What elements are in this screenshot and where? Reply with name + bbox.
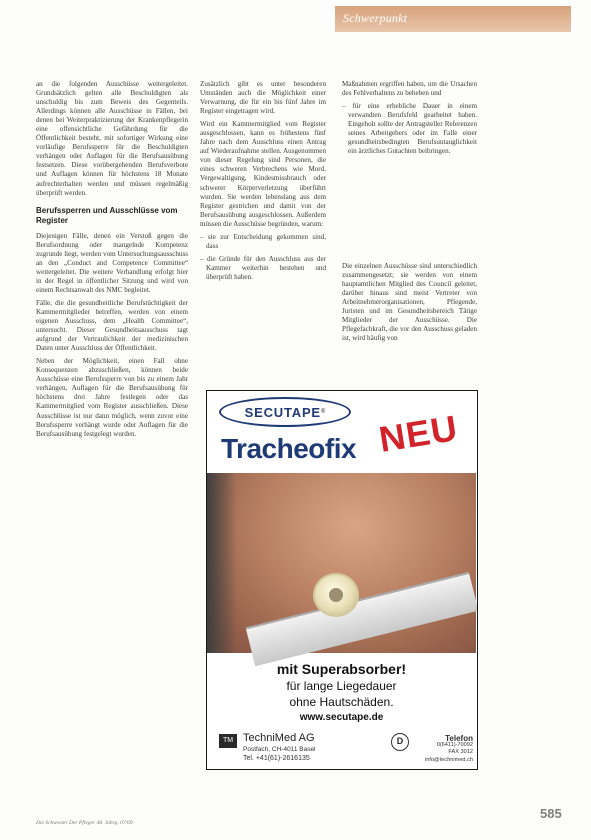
product-photo <box>207 473 476 653</box>
photo-shadow <box>207 473 237 653</box>
bullet-item: – die Gründe für den Ausschluss aus der Kammer weiterhin bestehen und überprüft haben. <box>200 254 326 281</box>
tracheostomy-collar <box>246 572 478 666</box>
new-badge: NEU <box>376 407 461 460</box>
footer-journal: Die Schwester Der Pfleger 48. Jahrg. 07/09 <box>36 820 133 826</box>
tube-opening <box>329 588 343 602</box>
ad-website-link[interactable]: www.secutape.de <box>299 712 384 723</box>
section-header-bar <box>335 6 571 32</box>
paragraph: Neben der Möglichkeit, einen Fall ohne Konsequenzen abzuschließen, können beide Ausschüsse eine Berufssperre von bis zu einem Jahr verhängen, Auflagen für die Berufsausübung für höchstens drei Jahre festlegen oder das Kammermitglied vom Register ausschließen. Diese Ausschlüsse ist nur dann möglich, wenn zuvor eine Berufssperre verhängt wurde oder Auflagen für die Berufsausübung festgelegt wurden. <box>36 357 188 438</box>
bullet-item: – sie zur Entscheidung gekommen sind, dass <box>200 232 326 250</box>
contact-phone: 0(6411)-70092 <box>436 742 473 749</box>
paragraph: Maßnahmen ergriffen haben, um die Ursachen des Fehlverhaltens zu beheben und <box>342 80 477 98</box>
subheading: Berufssperren und Ausschlüsse vom Register <box>36 205 178 225</box>
text-column-3-lower <box>342 262 477 347</box>
text-column-3 <box>342 80 477 160</box>
company-logo-icon: TM <box>219 734 237 748</box>
brand-logo <box>219 397 351 427</box>
registered-icon: ® <box>320 409 326 415</box>
text-column-2 <box>200 80 326 286</box>
paragraph: Die einzelnen Ausschüsse sind unterschiedlich zusammengesetzt; sie werden von einem hauptamtlichen Mitglied des Council geleitet, darüber hinaus sind meist Vertreter von Arbeitnehmerorganisationen, Pflegende, Juristen und im Gesundheitsbereich Tätige Mitglieder der Ausschüsse. Die Pflegefachkraft, die vor den Ausschuss geladen ist, wird häufig von <box>342 262 477 343</box>
section-label: Schwerpunkt <box>343 11 408 25</box>
advertisement[interactable] <box>206 390 478 770</box>
paragraph: Diejenigen Fälle, denen ein Verstoß gegen die Berufsordnung oder mangelnde Kompetenz zugrunde liegt, werden vom Untersuchungsausschuss an den „Conduct and Competence Committee“ weitergeleitet. Die weitere Verhandlung erfolgt hier in der Regel in öffentlicher Sitzung und wird von einem Rechtsanwalt des NMC begleitet. <box>36 231 188 294</box>
ad-slogan-line-1: mit Superabsorber! <box>276 661 407 677</box>
company-name: TechniMed AG <box>243 732 315 744</box>
contact-title: Telefon <box>445 734 473 743</box>
page-number: 585 <box>540 806 562 821</box>
distributor-logo-icon: D <box>391 733 409 751</box>
ad-slogan-line-3: ohne Hautschäden. <box>289 695 394 709</box>
bullet-item: – für eine erhebliche Dauer in einem verwandten Berufsfeld gearbeitet haben. Eingeholt sollte der Antragsteller Referenzen seines Arbeitgebers oder im Falle einer gesundheitsbedingten Berufsuntauglichkeit ein ärztliches Gutachten beibringen. <box>342 102 477 156</box>
company-address: Postfach, CH-4011 Basel <box>243 746 316 753</box>
tracheostomy-tube <box>313 573 359 617</box>
paragraph: Fälle, die die gesundheitliche Berufstüchtigkeit der Kammermitglieder betreffen, werden von einem eigenen Ausschuss, dem „Health Committee“, untersucht. Dieser Gesundheitsausschuss tagt aufgrund der Vertraulichkeit der medizinischen Daten unter Ausschluss der Öffentlichkeit. <box>36 298 188 353</box>
text-column-1 <box>36 80 188 443</box>
contact-email[interactable]: info@technimed.ch <box>425 756 473 763</box>
paragraph: an die folgenden Ausschüsse weitergeleitet. Grundsätzlich gelten alle Beschuldigten als unschuldig bis zum Beweis des Gegenteils. Allerdings können alle Ausschüsse in Fällen, bei denen bei Weiterpraktizierung der Krankenpflegerin eine offensichtliche Gefährdung für die Öffentlichkeit besteht, mit sofortiger Wirkung eine vorläufige Berufssperre für die Beschuldigten verhängen oder Auflagen für die Berufsausübung festsetzen. Diese vorübergehenden Berufsverbote und Auflagen können für höchstens 18 Monate aufrechterhalten werden und müssen regelmäßig überprüft werden. <box>36 80 188 197</box>
paragraph: Zusätzlich gibt es unter besonderen Umständen auch die Möglichkeit einer Verwarnung, die für ein bis fünf Jahre im Register eingetragen wird. <box>200 80 326 116</box>
product-name: Tracheofix <box>221 433 357 464</box>
company-phone: Tel. +41(61)-2616135 <box>243 755 310 762</box>
ad-slogan-line-2: für lange Liegedauer <box>286 679 397 693</box>
brand-name: SECUTAPE <box>244 404 321 420</box>
distributor-contact <box>413 735 473 764</box>
paragraph: Wird ein Kammermitglied vom Register ausgeschlossen, kann es frühestens fünf Jahre nach dem Ausschluss einen Antrag auf Wiederaufnahme stellen. Ausgenommen von dieser Regelung sind Personen, die eines schweren Verbrechens wie Mord, Vergewaltigung, Kindesmissbrauch oder schwerer Körperverletzung überführt wurden. Sie werden lebenslang aus dem Register gestrichen und damit von der Berufsausübung ausgeschlossen. Außerdem müssen die Ausschüsse begründen, warum: <box>200 120 326 228</box>
contact-fax: FAX 3012 <box>448 749 473 756</box>
